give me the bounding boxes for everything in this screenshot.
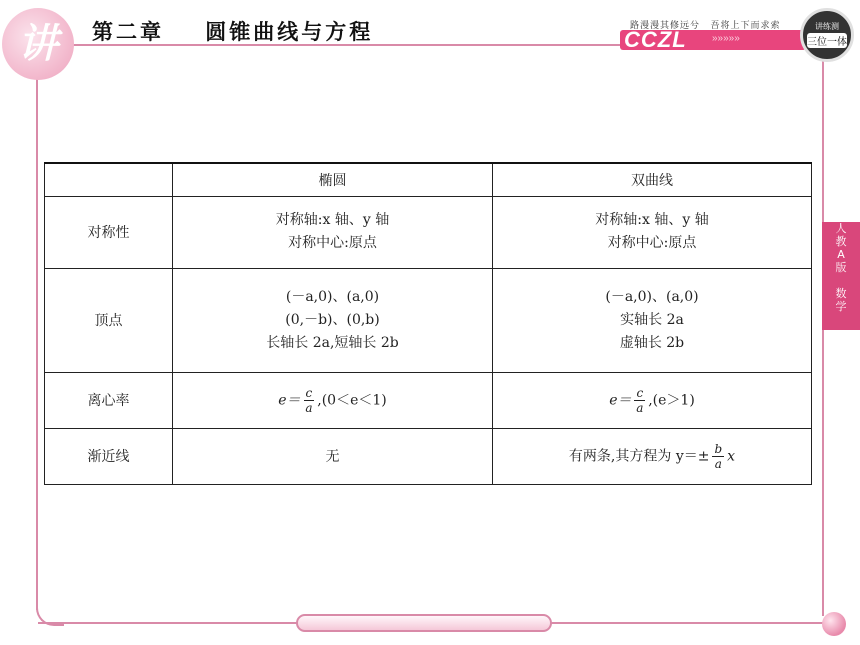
fraction-numerator: c bbox=[305, 385, 313, 400]
ellipse-cell bbox=[173, 372, 493, 428]
cell-line: 实轴长 2a bbox=[620, 311, 684, 328]
ellipse-cell bbox=[173, 196, 493, 268]
hyperbola-cell bbox=[493, 372, 812, 428]
side-tag-char: A bbox=[837, 248, 845, 261]
brand-name: CCZL bbox=[624, 27, 687, 52]
table-row bbox=[45, 196, 812, 268]
header-cell-empty bbox=[45, 163, 173, 196]
side-tag-char: 教 bbox=[835, 235, 847, 248]
fraction-denominator: a bbox=[636, 400, 644, 415]
cell-line: 虚轴长 2b bbox=[619, 334, 685, 351]
hyperbola-cell bbox=[493, 268, 812, 372]
fraction bbox=[712, 442, 724, 471]
formula-rhs: x bbox=[727, 448, 736, 464]
side-tag-char: 人 bbox=[835, 222, 847, 235]
fraction-denominator: a bbox=[305, 400, 313, 415]
comparison-table bbox=[44, 162, 812, 485]
seal-logo-icon bbox=[800, 8, 854, 62]
fraction-numerator: c bbox=[636, 385, 644, 400]
seal-top-text: 讲练测 bbox=[815, 22, 839, 31]
brand-arrows-icon: »»»»» bbox=[712, 33, 740, 44]
side-tag-char: 数 bbox=[835, 287, 847, 300]
cell-line: 对称轴:x 轴、y 轴 bbox=[595, 212, 709, 228]
header-cell-ellipse: 椭圆 bbox=[173, 163, 493, 196]
table-header-row bbox=[45, 163, 812, 196]
frame-left-line bbox=[36, 70, 38, 610]
seal-main-text: 三位一体 bbox=[807, 33, 847, 48]
ellipse-cell bbox=[173, 268, 493, 372]
fraction bbox=[304, 386, 315, 415]
side-tag-char: 版 bbox=[835, 261, 847, 274]
cell-line: (－a,0)、(a,0) bbox=[285, 288, 380, 305]
cell-line: 对称轴:x 轴、y 轴 bbox=[275, 212, 390, 228]
table-row bbox=[45, 268, 812, 372]
hyperbola-cell bbox=[493, 428, 812, 484]
fraction-denominator: a bbox=[714, 456, 722, 471]
table-row bbox=[45, 428, 812, 484]
jiang-logo-icon bbox=[2, 8, 74, 80]
row-label: 顶点 bbox=[45, 268, 173, 372]
formula-rhs: ,(0＜e＜1) bbox=[317, 392, 387, 408]
formula-lhs: e＝ bbox=[278, 392, 301, 408]
ellipse-cell: 无 bbox=[173, 428, 493, 484]
side-tag-spacer bbox=[822, 274, 860, 287]
cell-line: 对称中心:原点 bbox=[607, 235, 697, 251]
formula-rhs: ,(e＞1) bbox=[648, 392, 695, 408]
brand-slogan: 路漫漫其修远兮 吾将上下而求索 bbox=[630, 20, 781, 30]
bottom-ball-decoration bbox=[822, 612, 846, 636]
edition-side-tag bbox=[822, 222, 860, 330]
row-label: 离心率 bbox=[45, 372, 173, 428]
row-label: 渐近线 bbox=[45, 428, 173, 484]
logo-char: 讲 bbox=[18, 20, 58, 67]
fraction-numerator: b bbox=[714, 441, 723, 456]
cell-line: (0,－b)、(0,b) bbox=[285, 311, 380, 328]
fraction bbox=[634, 386, 645, 415]
formula-lhs: e＝ bbox=[609, 392, 632, 408]
cell-line: 长轴长 2a,短轴长 2b bbox=[266, 334, 399, 351]
header-cell-hyperbola: 双曲线 bbox=[493, 163, 812, 196]
bottom-pill-decoration bbox=[296, 614, 552, 632]
frame-right-line bbox=[822, 46, 824, 616]
row-label: 对称性 bbox=[45, 196, 173, 268]
cell-line: (－a,0)、(a,0) bbox=[605, 288, 699, 305]
hyperbola-cell bbox=[493, 196, 812, 268]
formula-lhs: 有两条,其方程为 y＝± bbox=[568, 448, 710, 464]
cell-line: 对称中心:原点 bbox=[288, 235, 377, 251]
chapter-title: 第二章 圆锥曲线与方程 bbox=[92, 19, 374, 44]
side-tag-char: 学 bbox=[835, 300, 847, 313]
table-row bbox=[45, 372, 812, 428]
